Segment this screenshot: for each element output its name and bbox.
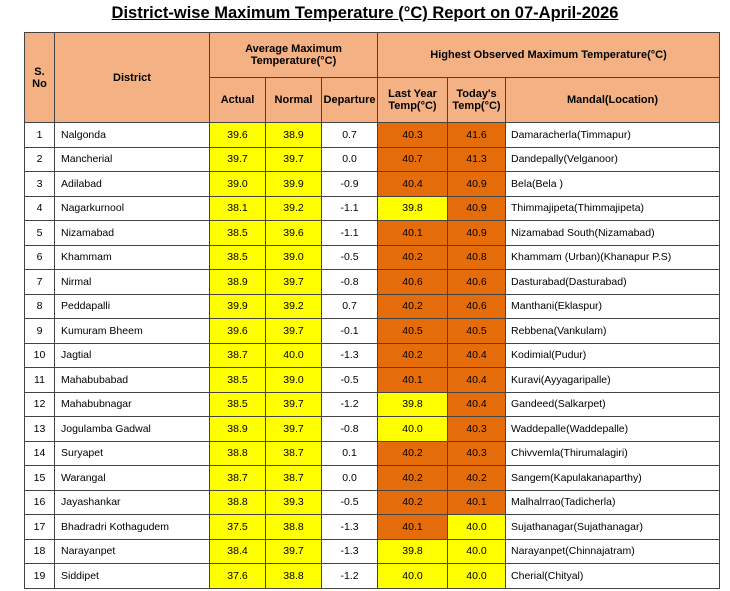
actual-cell: 39.0 (210, 172, 266, 197)
table-row (25, 245, 720, 270)
departure-cell: 0.1 (322, 441, 378, 466)
departure-cell: 0.0 (322, 147, 378, 172)
mandal-cell: Damaracherla(Timmapur) (506, 123, 720, 148)
today-cell: 40.4 (448, 392, 506, 417)
table-row (25, 221, 720, 246)
actual-cell: 38.5 (210, 221, 266, 246)
table-row (25, 417, 720, 442)
last-year-cell: 40.2 (378, 466, 448, 491)
last-year-cell: 40.3 (378, 123, 448, 148)
today-cell: 40.0 (448, 564, 506, 589)
departure-cell: -0.5 (322, 368, 378, 393)
normal-cell: 38.7 (266, 441, 322, 466)
last-year-cell: 39.8 (378, 196, 448, 221)
district-cell: Mahabubabad (55, 368, 210, 393)
temperature-table (24, 32, 720, 589)
mandal-cell: Gandeed(Salkarpet) (506, 392, 720, 417)
today-cell: 40.2 (448, 466, 506, 491)
table-row (25, 466, 720, 491)
last-year-cell: 40.0 (378, 564, 448, 589)
today-cell: 40.8 (448, 245, 506, 270)
last-year-cell: 40.6 (378, 270, 448, 295)
actual-cell: 38.5 (210, 245, 266, 270)
sno-cell: 14 (25, 441, 55, 466)
departure-cell: -0.5 (322, 245, 378, 270)
table-row (25, 294, 720, 319)
district-cell: Warangal (55, 466, 210, 491)
sno-cell: 16 (25, 490, 55, 515)
actual-cell: 37.6 (210, 564, 266, 589)
report-title: District-wise Maximum Temperature (°C) Report on 07-April-2026 (111, 4, 619, 22)
sno-cell: 18 (25, 539, 55, 564)
departure-cell: -0.8 (322, 417, 378, 442)
normal-cell: 39.0 (266, 245, 322, 270)
mandal-header: Mandal(Location) (506, 78, 720, 123)
sno-cell: 9 (25, 319, 55, 344)
actual-cell: 39.7 (210, 147, 266, 172)
today-cell: 40.6 (448, 270, 506, 295)
normal-header: Normal (266, 78, 322, 123)
mandal-cell: Nizamabad South(Nizamabad) (506, 221, 720, 246)
departure-cell: -1.3 (322, 343, 378, 368)
departure-cell: 0.0 (322, 466, 378, 491)
sno-cell: 12 (25, 392, 55, 417)
last-year-header: Last Year Temp(°C) (378, 78, 448, 123)
actual-header: Actual (210, 78, 266, 123)
table-row (25, 343, 720, 368)
table-row (25, 147, 720, 172)
actual-cell: 38.8 (210, 441, 266, 466)
sno-cell: 6 (25, 245, 55, 270)
district-cell: Jayashankar (55, 490, 210, 515)
normal-cell: 38.7 (266, 466, 322, 491)
mandal-cell: Dandepally(Velganoor) (506, 147, 720, 172)
today-cell: 40.4 (448, 368, 506, 393)
actual-cell: 38.9 (210, 417, 266, 442)
table-row (25, 196, 720, 221)
last-year-cell: 39.8 (378, 392, 448, 417)
district-cell: Peddapalli (55, 294, 210, 319)
departure-cell: 0.7 (322, 123, 378, 148)
today-cell: 40.3 (448, 441, 506, 466)
sno-cell: 4 (25, 196, 55, 221)
actual-cell: 38.5 (210, 368, 266, 393)
normal-cell: 38.8 (266, 515, 322, 540)
table-row (25, 490, 720, 515)
today-cell: 40.9 (448, 172, 506, 197)
mandal-cell: Thimmajipeta(Thimmajipeta) (506, 196, 720, 221)
district-cell: Mahabubnagar (55, 392, 210, 417)
table-row (25, 123, 720, 148)
normal-cell: 39.7 (266, 319, 322, 344)
actual-cell: 38.8 (210, 490, 266, 515)
mandal-cell: Dasturabad(Dasturabad) (506, 270, 720, 295)
actual-cell: 39.9 (210, 294, 266, 319)
district-cell: Nirmal (55, 270, 210, 295)
actual-cell: 38.7 (210, 466, 266, 491)
last-year-cell: 40.4 (378, 172, 448, 197)
mandal-cell: Kuravi(Ayyagaripalle) (506, 368, 720, 393)
departure-cell: -1.3 (322, 539, 378, 564)
departure-cell: -1.3 (322, 515, 378, 540)
district-cell: Jagtial (55, 343, 210, 368)
today-cell: 40.3 (448, 417, 506, 442)
actual-cell: 38.4 (210, 539, 266, 564)
sno-cell: 15 (25, 466, 55, 491)
normal-cell: 39.7 (266, 539, 322, 564)
departure-cell: -1.1 (322, 221, 378, 246)
mandal-cell: Manthani(Eklaspur) (506, 294, 720, 319)
table-row (25, 368, 720, 393)
last-year-cell: 40.2 (378, 441, 448, 466)
last-year-cell: 40.2 (378, 490, 448, 515)
table-row (25, 564, 720, 589)
sno-cell: 2 (25, 147, 55, 172)
normal-cell: 39.2 (266, 196, 322, 221)
highest-group-header: Highest Observed Maximum Temperature(°C) (378, 33, 720, 78)
last-year-cell: 40.0 (378, 417, 448, 442)
departure-cell: 0.7 (322, 294, 378, 319)
table-row (25, 270, 720, 295)
last-year-cell: 40.2 (378, 294, 448, 319)
district-cell: Bhadradri Kothagudem (55, 515, 210, 540)
district-cell: Adilabad (55, 172, 210, 197)
sno-cell: 7 (25, 270, 55, 295)
table-row (25, 441, 720, 466)
normal-cell: 39.9 (266, 172, 322, 197)
district-cell: Suryapet (55, 441, 210, 466)
district-cell: Khammam (55, 245, 210, 270)
sno-cell: 8 (25, 294, 55, 319)
district-cell: Kumuram Bheem (55, 319, 210, 344)
district-header: District (55, 33, 210, 123)
normal-cell: 39.7 (266, 147, 322, 172)
mandal-cell: Bela(Bela ) (506, 172, 720, 197)
last-year-cell: 40.1 (378, 221, 448, 246)
district-cell: Mancherial (55, 147, 210, 172)
district-cell: Siddipet (55, 564, 210, 589)
table-row (25, 515, 720, 540)
today-cell: 40.0 (448, 515, 506, 540)
mandal-cell: Sujathanagar(Sujathanagar) (506, 515, 720, 540)
today-cell: 41.3 (448, 147, 506, 172)
today-cell: 40.9 (448, 221, 506, 246)
departure-cell: -1.2 (322, 392, 378, 417)
avg-group-header: Average Maximum Temperature(°C) (210, 33, 378, 78)
actual-cell: 38.5 (210, 392, 266, 417)
table-row (25, 172, 720, 197)
sno-cell: 3 (25, 172, 55, 197)
mandal-cell: Cherial(Chityal) (506, 564, 720, 589)
actual-cell: 37.5 (210, 515, 266, 540)
last-year-cell: 40.1 (378, 368, 448, 393)
today-cell: 41.6 (448, 123, 506, 148)
last-year-cell: 40.2 (378, 245, 448, 270)
header-row-top (25, 33, 720, 78)
sno-cell: 10 (25, 343, 55, 368)
district-cell: Nagarkurnool (55, 196, 210, 221)
normal-cell: 38.9 (266, 123, 322, 148)
actual-cell: 38.7 (210, 343, 266, 368)
today-cell: 40.1 (448, 490, 506, 515)
normal-cell: 39.6 (266, 221, 322, 246)
today-cell: 40.4 (448, 343, 506, 368)
district-cell: Nalgonda (55, 123, 210, 148)
departure-cell: -0.5 (322, 490, 378, 515)
sno-header: S. No (25, 33, 55, 123)
mandal-cell: Khammam (Urban)(Khanapur P.S) (506, 245, 720, 270)
table-row (25, 319, 720, 344)
sno-cell: 19 (25, 564, 55, 589)
mandal-cell: Waddepalle(Waddepalle) (506, 417, 720, 442)
today-cell: 40.6 (448, 294, 506, 319)
mandal-cell: Malhalrrao(Tadicherla) (506, 490, 720, 515)
sno-cell: 1 (25, 123, 55, 148)
last-year-cell: 40.5 (378, 319, 448, 344)
today-cell: 40.9 (448, 196, 506, 221)
district-cell: Jogulamba Gadwal (55, 417, 210, 442)
sno-cell: 11 (25, 368, 55, 393)
normal-cell: 40.0 (266, 343, 322, 368)
departure-cell: -0.9 (322, 172, 378, 197)
today-header: Today's Temp(°C) (448, 78, 506, 123)
sno-cell: 5 (25, 221, 55, 246)
sno-cell: 13 (25, 417, 55, 442)
last-year-cell: 40.1 (378, 515, 448, 540)
last-year-cell: 39.8 (378, 539, 448, 564)
normal-cell: 38.8 (266, 564, 322, 589)
normal-cell: 39.0 (266, 368, 322, 393)
mandal-cell: Chivvemla(Thirumalagiri) (506, 441, 720, 466)
last-year-cell: 40.7 (378, 147, 448, 172)
normal-cell: 39.7 (266, 392, 322, 417)
departure-header: Departure (322, 78, 378, 123)
actual-cell: 39.6 (210, 123, 266, 148)
table-row (25, 539, 720, 564)
normal-cell: 39.2 (266, 294, 322, 319)
normal-cell: 39.3 (266, 490, 322, 515)
district-cell: Nizamabad (55, 221, 210, 246)
mandal-cell: Sangem(Kapulakanaparthy) (506, 466, 720, 491)
table-row (25, 392, 720, 417)
mandal-cell: Rebbena(Vankulam) (506, 319, 720, 344)
actual-cell: 38.1 (210, 196, 266, 221)
last-year-cell: 40.2 (378, 343, 448, 368)
today-cell: 40.0 (448, 539, 506, 564)
district-cell: Narayanpet (55, 539, 210, 564)
normal-cell: 39.7 (266, 270, 322, 295)
departure-cell: -0.1 (322, 319, 378, 344)
mandal-cell: Kodimial(Pudur) (506, 343, 720, 368)
departure-cell: -1.2 (322, 564, 378, 589)
departure-cell: -1.1 (322, 196, 378, 221)
actual-cell: 38.9 (210, 270, 266, 295)
normal-cell: 39.7 (266, 417, 322, 442)
today-cell: 40.5 (448, 319, 506, 344)
departure-cell: -0.8 (322, 270, 378, 295)
table-body (25, 123, 720, 589)
mandal-cell: Narayanpet(Chinnajatram) (506, 539, 720, 564)
sno-cell: 17 (25, 515, 55, 540)
actual-cell: 39.6 (210, 319, 266, 344)
